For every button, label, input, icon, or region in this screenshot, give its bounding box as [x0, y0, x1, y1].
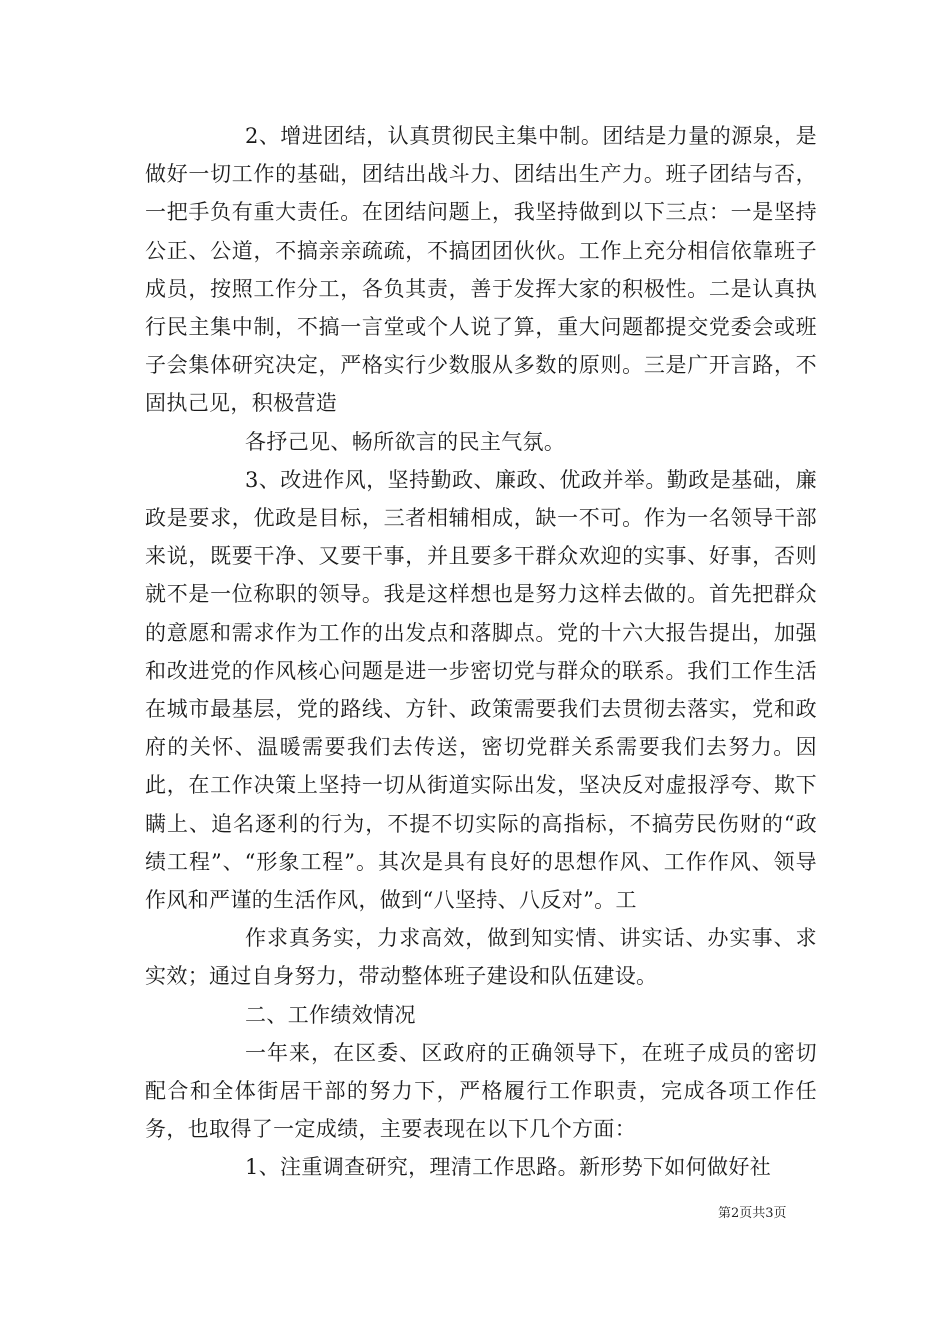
paragraph-unity-continued: 各抒己见、畅所欲言的民主气氛。 — [245, 429, 566, 454]
paragraph-research: 1、注重调查研究，理清工作思路。新形势下如何做好社 — [245, 1155, 772, 1180]
document-body — [145, 117, 817, 1187]
paragraph-performance-intro: 一年来，在区委、区政府的正确领导下，在班子成员的密切配合和全体街居干部的努力下，严格履行工作职责，完成各项工作任务，也取得了一定成绩，主要表现在以下几个方面： — [145, 1040, 817, 1142]
page-number-footer: 第2页共3页 — [718, 1206, 787, 1221]
section-heading-performance: 二、工作绩效情况 — [245, 1002, 416, 1027]
paragraph-unity: 2、增进团结，认真贯彻民主集中制。团结是力量的源泉，是做好一切工作的基础，团结出战斗力、团结出生产力。班子团结与否，一把手负有重大责任。在团结问题上，我坚持做到以下三点：一是坚持公正、公道，不搞亲亲疏疏，不搞团团伙伙。工作上充分相信依靠班子成员，按照工作分工，各负其责，善于发挥大家的积极性。二是认真执行民主集中制，不搞一言堂或个人说了算，重大问题都提交党委会或班子会集体研究决定，严格实行少数服从多数的原则。三是广开言路，不固执己见，积极营造 — [145, 124, 817, 416]
paragraph-work-style: 3、改进作风，坚持勤政、廉政、优政并举。勤政是基础，廉政是要求，优政是目标，三者相辅相成，缺一不可。作为一名领导干部来说，既要干净、又要干事，并且要多干群众欢迎的实事、好事，否则就不是一位称职的领导。我是这样想也是努力这样去做的。首先把群众的意愿和需求作为工作的出发点和落脚点。党的十六大报告提出，加强和改进党的作风核心问题是进一步密切党与群众的联系。我们工作生活在城市最基层，党的路线、方针、政策需要我们去贯彻去落实，党和政府的关怀、温暖需要我们去传送，密切党群关系需要我们去努力。因此，在工作决策上坚持一切从街道实际出发，坚决反对虚报浮夸、欺下瞒上、追名逐利的行为，不提不切实际的高指标，不搞劳民伤财的“政绩工程”、“形象工程”。其次是具有良好的思想作风、工作作风、领导作风和严谨的生活作风，做到“八坚持、八反对”。工 — [145, 467, 817, 913]
paragraph-work-style-continued: 作求真务实，力求高效，做到知实情、讲实话、办实事、求实效；通过自身努力，带动整体班子建设和队伍建设。 — [145, 926, 817, 989]
